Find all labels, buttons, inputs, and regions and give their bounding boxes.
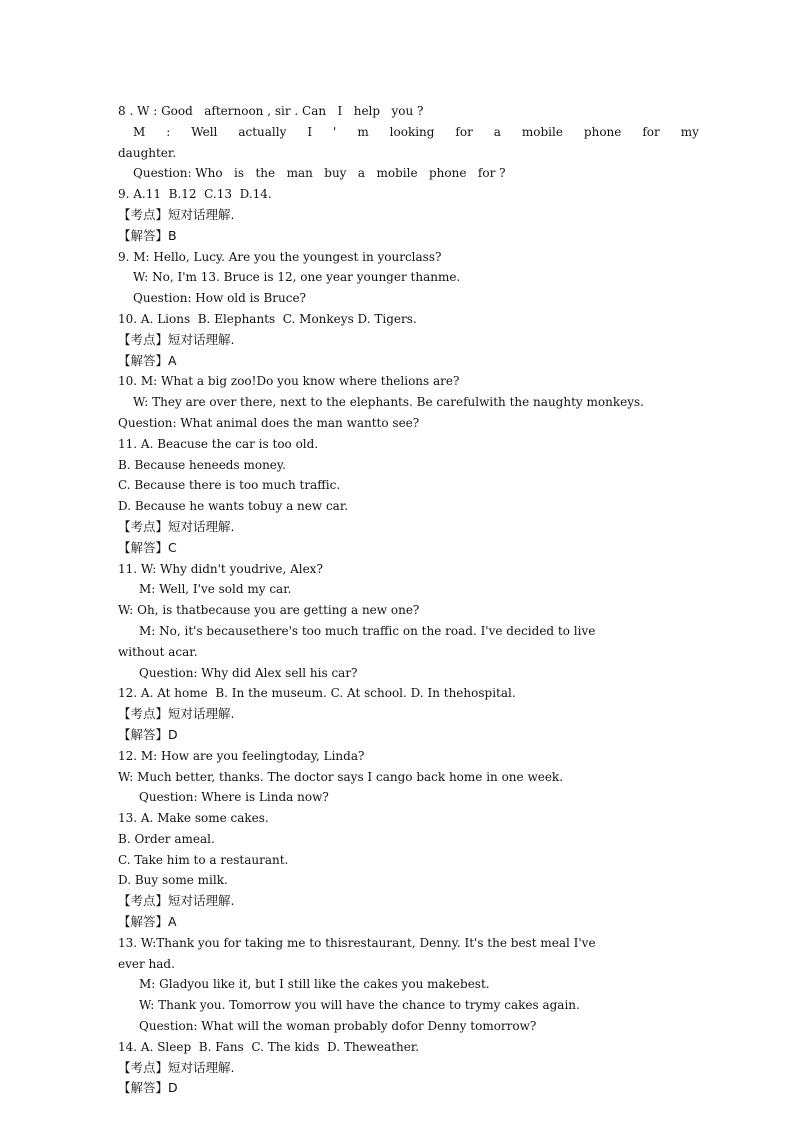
word: looking: [389, 124, 435, 139]
q12-question: Question: Where is Linda now?: [139, 790, 329, 805]
q11-dialogue-w1: 11. W: Why didn't youdrive, Alex?: [118, 561, 323, 576]
q14-answer: 【解答】D: [118, 1080, 178, 1096]
q9-answer: 【解答】B: [118, 227, 177, 243]
q13-dialogue-w1-cont: ever had.: [118, 956, 175, 971]
word: phone: [583, 124, 622, 139]
q13-dialogue-w2: W: Thank you. Tomorrow you will have the chance to trymy cakes again.: [139, 998, 580, 1013]
word: I: [307, 124, 313, 139]
word: ': [333, 124, 337, 139]
word: Well: [191, 124, 218, 139]
q11-dialogue-m2-cont: without acar.: [118, 644, 198, 659]
q12-dialogue-m: 12. M: How are you feelingtoday, Linda?: [118, 748, 365, 763]
word: actually: [238, 124, 287, 139]
q11-option-a: 11. A. Beacuse the car is too old.: [118, 436, 319, 451]
q13-key-point: 【考点】短对话理解.: [118, 893, 235, 909]
q8-dialogue-m: [0, 122, 699, 143]
q11-option-b: B. Because heneeds money.: [118, 457, 286, 472]
q10-answer: 【解答】A: [118, 352, 177, 368]
q12-answer: 【解答】D: [118, 726, 178, 742]
word: for: [642, 124, 660, 139]
q10-key-point: 【考点】短对话理解.: [118, 331, 235, 347]
q8-question: Question: Who is the man buy a mobile phone for ?: [133, 166, 506, 181]
q12-options: 12. A. At home B. In the museum. C. At school. D. In thehospital.: [118, 686, 516, 701]
q8-dialogue-m-cont: daughter.: [118, 145, 177, 160]
q11-dialogue-m2: M: No, it's becausethere's too much traffic on the road. I've decided to live: [139, 623, 596, 638]
q13-option-d: D. Buy some milk.: [118, 873, 228, 888]
q13-option-c: C. Take him to a restaurant.: [118, 852, 289, 867]
q13-question: Question: What will the woman probably dofor Denny tomorrow?: [139, 1019, 537, 1034]
q10-dialogue-m: 10. M: What a big zoo!Do you know where thelions are?: [118, 374, 460, 389]
word: for: [455, 124, 473, 139]
word: a: [493, 124, 501, 139]
q9-dialogue-w: W: No, I'm 13. Bruce is 12, one year younger thanme.: [133, 270, 461, 285]
q9-question: Question: How old is Bruce?: [133, 291, 306, 306]
word: mobile: [521, 124, 563, 139]
q13-answer: 【解答】A: [118, 914, 177, 930]
q13-option-b: B. Order ameal.: [118, 831, 215, 846]
q8-dialogue-w: 8 . W : Good afternoon , sir . Can I help you ?: [118, 104, 424, 118]
q9-dialogue-m: 9. M: Hello, Lucy. Are you the youngest in yourclass?: [118, 249, 442, 264]
q11-key-point: 【考点】短对话理解.: [118, 518, 235, 534]
q9-options: 9. A.11 B.12 C.13 D.14.: [118, 187, 272, 202]
document-page: [0, 101, 794, 1099]
q12-dialogue-w: W: Much better, thanks. The doctor says I cango back home in one week.: [118, 769, 564, 784]
q9-key-point: 【考点】短对话理解.: [118, 206, 235, 222]
word: my: [680, 124, 699, 139]
q11-option-c: C. Because there is too much traffic.: [118, 478, 341, 493]
q13-dialogue-m: M: Gladyou like it, but I still like the cakes you makebest.: [139, 977, 490, 992]
word: m: [357, 124, 369, 139]
q11-answer: 【解答】C: [118, 539, 177, 555]
q10-question: Question: What animal does the man wantto see?: [118, 415, 420, 430]
word: M: [133, 124, 146, 139]
q13-dialogue-w1: 13. W:Thank you for taking me to thisrestaurant, Denny. It's the best meal I've: [118, 935, 596, 950]
q11-option-d: D. Because he wants tobuy a new car.: [118, 499, 349, 514]
word: :: [166, 124, 171, 139]
q12-key-point: 【考点】短对话理解.: [118, 706, 235, 722]
q11-dialogue-m1: M: Well, I've sold my car.: [139, 582, 292, 597]
q10-options: 10. A. Lions B. Elephants C. Monkeys D. Tigers.: [118, 311, 417, 326]
q10-dialogue-w: W: They are over there, next to the elephants. Be carefulwith the naughty monkeys.: [133, 395, 644, 410]
q14-options: 14. A. Sleep B. Fans C. The kids D. Theweather.: [118, 1039, 420, 1054]
q11-dialogue-w2: W: Oh, is thatbecause you are getting a new one?: [118, 603, 420, 618]
q13-option-a: 13. A. Make some cakes.: [118, 811, 269, 826]
q11-question: Question: Why did Alex sell his car?: [139, 665, 358, 680]
q14-key-point: 【考点】短对话理解.: [118, 1059, 235, 1075]
